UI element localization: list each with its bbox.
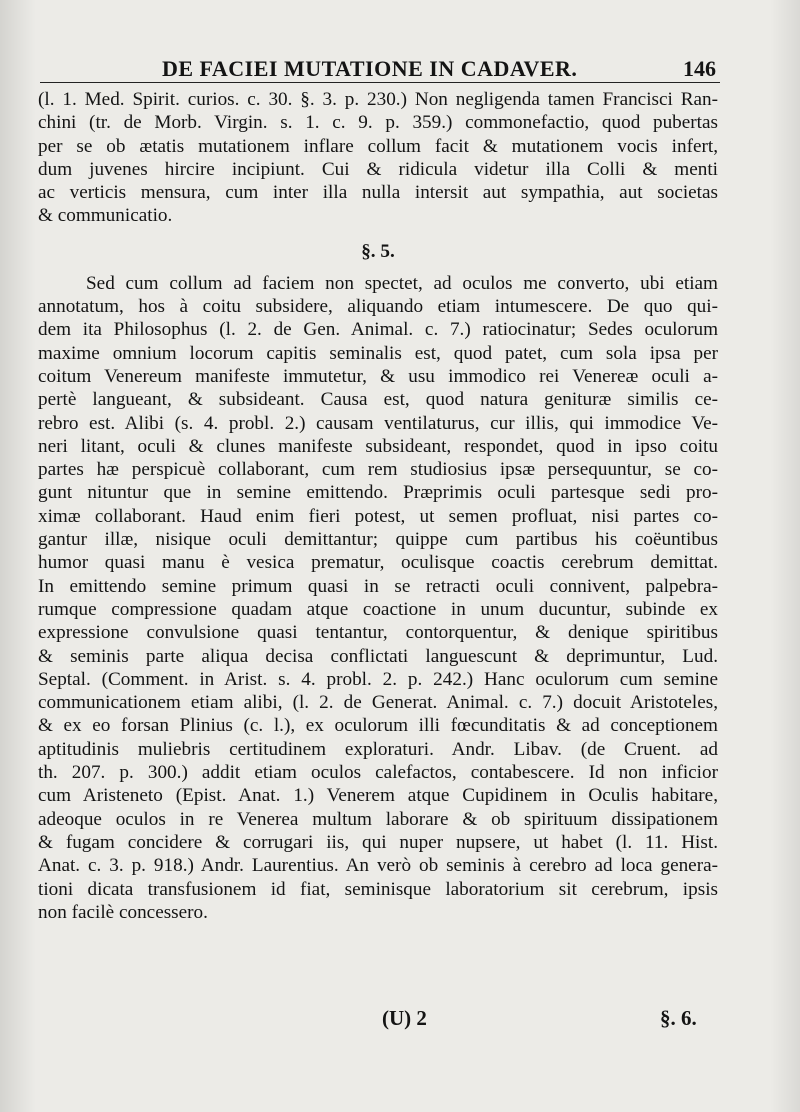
text-line: Septal. (Comment. in Arist. s. 4. probl. 2. p. 242.) Hanc oculorum cum semine — [38, 668, 718, 690]
text-line: per se ob ætatis mutationem inflare collum facit & mutationem vocis infert, — [38, 135, 718, 157]
running-title: DE FACIEI MUTATIONE IN CADAVER. — [162, 56, 578, 81]
catchword: §. 6. — [660, 1006, 697, 1030]
text-line: adeoque oculos in re Venerea multum laborare & ob spirituum dissipationem — [38, 808, 718, 830]
text-line: In emittendo semine primum quasi in se retracti oculi connivent, palpebra- — [38, 575, 718, 597]
signature-mark: (U) 2 — [382, 1006, 427, 1030]
text-line: communicationem etiam alibi, (l. 2. de Generat. Animal. c. 7.) docuit Aristoteles, — [38, 692, 718, 714]
text-line: neri litant, oculi & clunes manifeste subsideant, respondet, quod in ipso coitu — [38, 435, 718, 457]
text-line: humor quasi manu è vesica prematur, oculisque coactis cerebrum demittat. — [38, 552, 718, 574]
text-line: tioni dicata transfusionem id fiat, seminisque laboratorium sit cerebrum, ipsis — [38, 878, 718, 900]
text-line: ac verticis mensura, cum inter illa nulla intersit aut sympathia, aut societas — [38, 182, 718, 204]
text-line: aptitudinis muliebris certitudinem exploraturi. Andr. Libav. (de Cruent. ad — [38, 738, 718, 760]
paragraph-2 — [38, 272, 718, 924]
text-line: pertè langueant, & subsideant. Causa est, quod natura genituræ similis ce- — [38, 389, 718, 411]
text-line: & seminis parte aliqua decisa conflictati languescunt & deprimuntur, Lud. — [38, 645, 718, 667]
text-line: th. 207. p. 300.) addit etiam oculos calefactos, contabescere. Id non inficior — [38, 762, 718, 784]
running-head — [40, 48, 720, 83]
text-line: coitum Venereum manifeste immutetur, & usu immodico rei Venereæ oculi a- — [38, 365, 718, 387]
text-line: (l. 1. Med. Spirit. curios. c. 30. §. 3. p. 230.) Non negligenda tamen Francisci Ran- — [38, 89, 718, 110]
text-line: Anat. c. 3. p. 918.) Andr. Laurentius. An verò ob seminis à cerebro ad loca genera- — [38, 855, 718, 877]
text-line: maxime omnium locorum capitis seminalis est, quod patet, cum sola ipsa per — [38, 342, 718, 364]
text-line: gunt nituntur que in semine emittendo. Præprimis oculi partesque sedi pro- — [38, 482, 718, 504]
paragraph-1 — [38, 88, 718, 228]
text-line: rumque compressione quadam atque coactione in unum ducuntur, subinde ex — [38, 598, 718, 620]
text-line: & fugam concidere & corrugari iis, qui nuper nupsere, ut habet (l. 11. Hist. — [38, 831, 718, 853]
text-line: dum juvenes hircire incipiunt. Cui & ridicula videtur illa Colli & menti — [38, 158, 718, 180]
text-line: partes hæ perspicuè collaborant, cum rem studiosius ipsæ persequuntur, se co- — [38, 459, 718, 481]
text-line: chini (tr. de Morb. Virgin. s. 1. c. 9. p. 359.) commonefactio, quod pubertas — [38, 112, 718, 134]
text-line: Sed cum collum ad faciem non spectet, ad oculos me converto, ubi etiam — [86, 272, 718, 294]
text-line: dem ita Philosophus (l. 2. de Gen. Animal. c. 7.) ratiocinatur; Sedes oculorum — [38, 319, 718, 341]
text-line: rebro est. Alibi (s. 4. probl. 2.) causam ventilaturus, cur illis, qui immodice Ve- — [38, 412, 718, 434]
text-line: non facilè concessero. — [38, 901, 208, 923]
page-number: 146 — [683, 56, 716, 81]
section-heading: §. 5. — [361, 240, 395, 262]
text-line: annotatum, hos à coitu subsidere, aliquando etiam intumescere. De quo qui- — [38, 296, 718, 318]
text-line: ximæ collaborant. Haud enim fieri potest, ut semen profluat, nisi partes co- — [38, 505, 718, 527]
text-line: & communicatio. — [38, 205, 173, 227]
page-footer — [0, 1004, 800, 1034]
text-line: gantur illæ, nisique oculi demittantur; quippe cum partibus his coëuntibus — [38, 529, 718, 551]
text-block — [38, 88, 718, 924]
text-line: cum Aristeneto (Epist. Anat. 1.) Venerem atque Cupidinem in Oculis habitare, — [38, 785, 718, 807]
text-line: expressione convulsione quasi tentantur, contorquentur, & denique spiritibus — [38, 622, 718, 644]
text-line: & ex eo forsan Plinius (c. l.), ex oculorum illi fœcunditatis & ad conceptionem — [38, 715, 718, 737]
